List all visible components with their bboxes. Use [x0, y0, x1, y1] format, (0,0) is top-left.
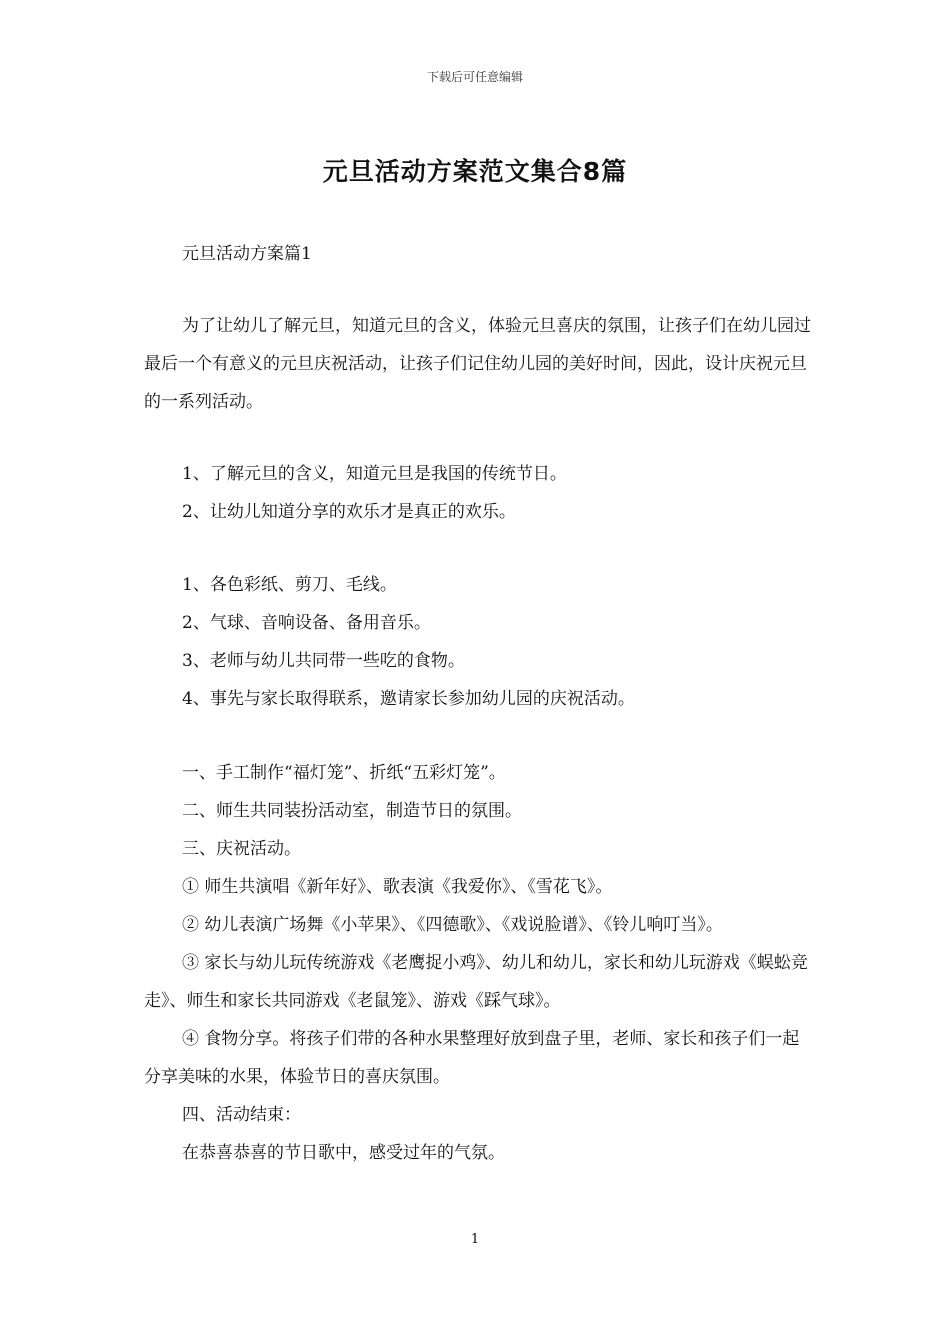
preparation-item: 3、老师与幼儿共同带一些吃的食物。: [182, 651, 465, 671]
intro-paragraph: 为了让幼儿了解元旦，知道元旦的含义，体验元旦喜庆的氛围，让孩子们在幼儿园过最后一个有意义的元旦庆祝活动，让孩子们记住幼儿园的美好时间，因此，设计庆祝元旦的一系列活动。: [144, 316, 811, 412]
closing-line: 在恭喜恭喜的节日歌中，感受过年的气氛。: [182, 1143, 505, 1163]
section-heading: 元旦活动方案篇1: [182, 244, 312, 264]
activity-item: ④ 食物分享。将孩子们带的各种水果整理好放到盘子里，老师、家长和孩子们一起分享美味的水果，体验节日的喜庆氛围。: [144, 1029, 800, 1087]
activity-item: ② 幼儿表演广场舞《小苹果》、《四德歌》、《戏说脸谱》、《铃儿响叮当》。: [182, 915, 723, 935]
preparation-item: 2、气球、音响设备、备用音乐。: [182, 613, 431, 633]
preparation-item: 1、各色彩纸、剪刀、毛线。: [182, 575, 397, 595]
process-step: 四、活动结束：: [182, 1105, 301, 1125]
goal-item: 2、让幼儿知道分享的欢乐才是真正的欢乐。: [182, 502, 516, 522]
intro-block: [144, 307, 816, 421]
page-number: 1: [470, 1232, 480, 1247]
process-block: [144, 754, 816, 1172]
process-step: 二、师生共同装扮活动室，制造节日的氛围。: [182, 801, 522, 821]
process-step: 三、庆祝活动。: [182, 839, 301, 859]
header-note: 下载后可任意编辑: [426, 70, 523, 84]
activity-item: ① 师生共演唱《新年好》、歌表演《我爱你》、《雪花飞》。: [182, 877, 613, 897]
preparation-item: 4、事先与家长取得联系，邀请家长参加幼儿园的庆祝活动。: [182, 689, 635, 709]
process-step: 一、手工制作“福灯笼”、折纸“五彩灯笼”。: [182, 763, 506, 783]
goal-item: 1、了解元旦的含义，知道元旦是我国的传统节日。: [182, 464, 567, 484]
document-title: 元旦活动方案范文集合8篇: [322, 157, 628, 186]
goals-list: [144, 455, 816, 531]
activity-item: ③ 家长与幼儿玩传统游戏《老鹰捉小鸡》、幼儿和幼儿，家长和幼儿玩游戏《蜈蚣竞走》、师生和家长共同游戏《老鼠笼》、游戏《踩气球》。: [144, 953, 808, 1011]
preparations-list: [144, 566, 816, 718]
